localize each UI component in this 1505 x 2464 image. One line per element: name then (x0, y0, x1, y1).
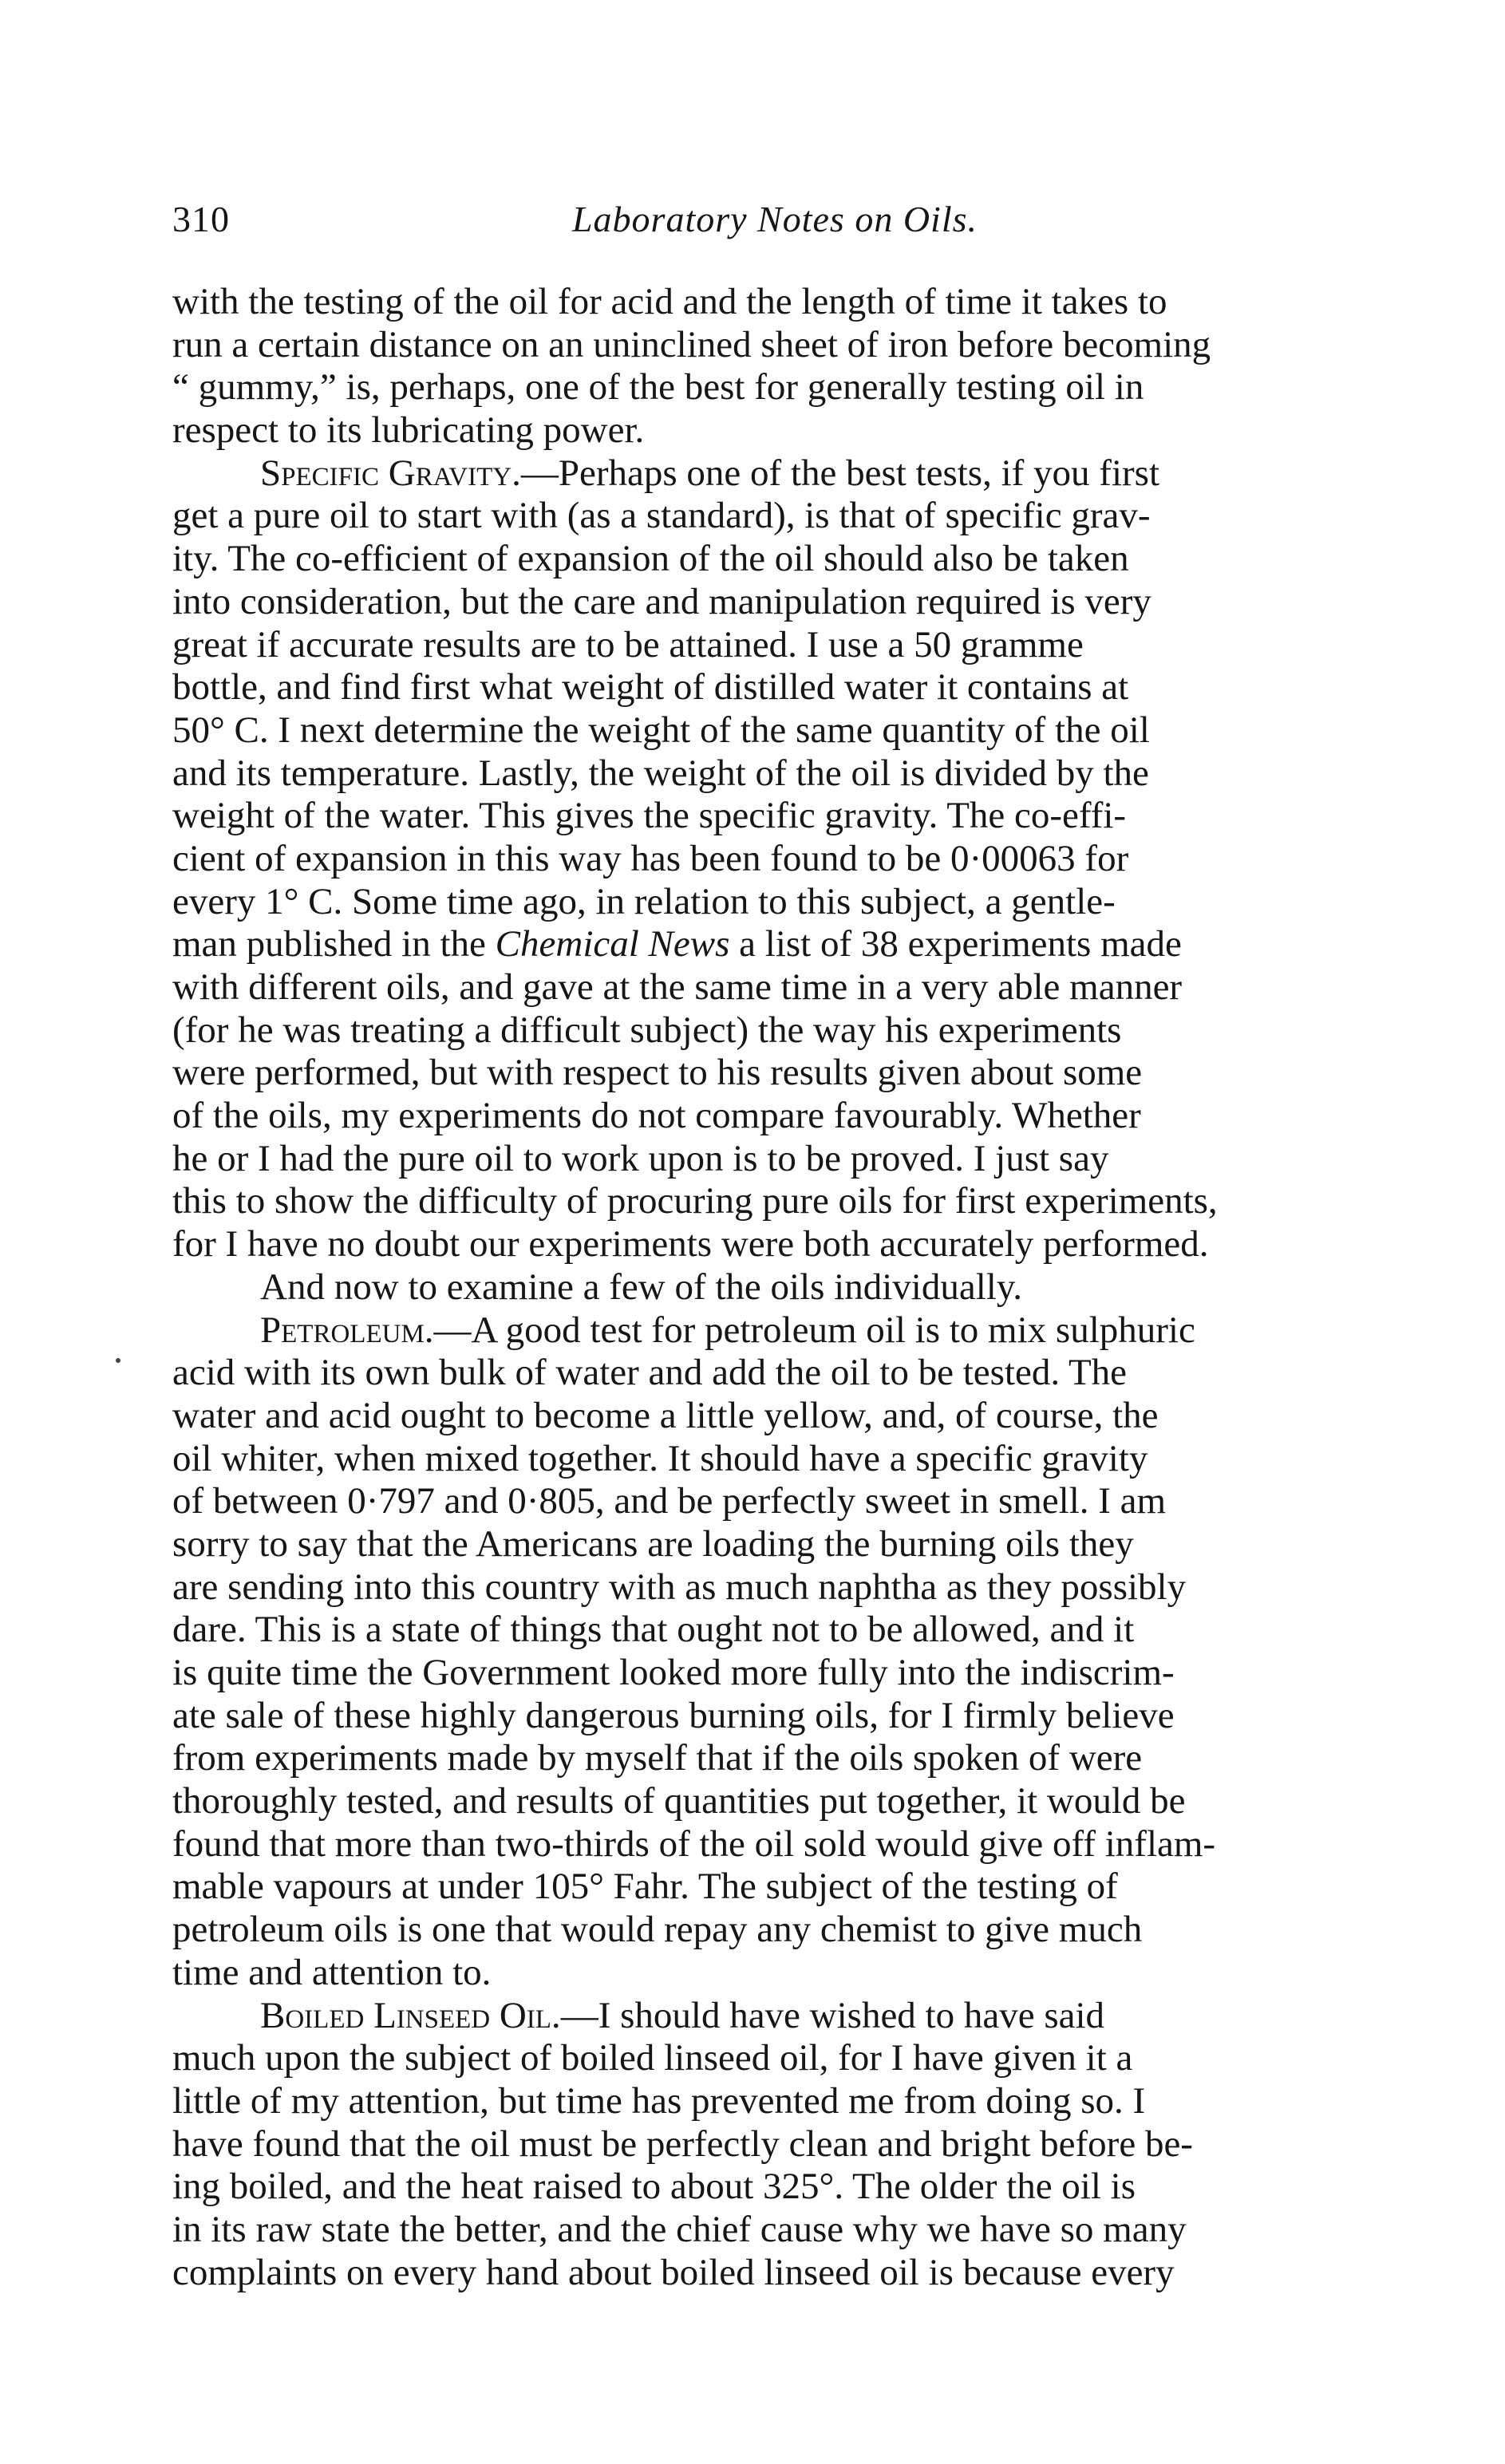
line-text: oil whiter, when mixed together. It should have a specific gravity (172, 1437, 1148, 1479)
line-text: weight of the water. This gives the specific gravity. The co-effi- (172, 795, 1127, 837)
line-text: —I should have wished to have said (560, 1994, 1105, 2036)
line-text: ing boiled, and the heat raised to about 325°. The older the oil is (172, 2166, 1136, 2208)
line-text: in its raw state the better, and the chief cause why we have so many (172, 2208, 1187, 2250)
text-line (172, 1566, 1459, 1609)
text-line (172, 1480, 1459, 1523)
line-text: from experiments made by myself that if the oils spoken of were (172, 1737, 1143, 1779)
text-line (172, 1995, 1459, 2038)
line-text: are sending into this country with as much naphtha as they possibly (172, 1566, 1187, 1608)
line-text: sorry to say that the Americans are loading the burning oils they (172, 1522, 1134, 1565)
text-line (172, 1438, 1459, 1481)
text-line (172, 1652, 1459, 1695)
text-line (172, 2252, 1459, 2295)
line-text: of the oils, my experiments do not compare favourably. Whether (172, 1095, 1141, 1137)
line-text: man published in the (172, 923, 496, 965)
line-text: for I have no doubt our experiments were both accurately performed. (172, 1223, 1209, 1266)
text-line (172, 1395, 1459, 1438)
text-line (172, 1095, 1459, 1138)
text-line (172, 752, 1459, 796)
text-line (172, 1952, 1459, 1995)
section-heading: Specific Gravity. (260, 452, 521, 494)
text-line (172, 2037, 1459, 2080)
line-text: time and attention to. (172, 1951, 492, 1993)
text-line (172, 1823, 1459, 1866)
text-line (172, 709, 1459, 752)
line-text: little of my attention, but time has prevented me from doing so. I (172, 2079, 1146, 2122)
text-line (172, 324, 1459, 367)
line-text: have found that the oil must be perfectly clean and bright before be- (172, 2122, 1193, 2165)
margin-dot (116, 1358, 120, 1363)
line-text: and its temperature. Lastly, the weight of the oil is divided by the (172, 752, 1149, 794)
line-text: this to show the difficulty of procuring pure oils for first experiments, (172, 1180, 1218, 1222)
line-text: petroleum oils is one that would repay any chemist to give much (172, 1909, 1143, 1951)
line-text: respect to its lubricating power. (172, 409, 645, 452)
text-line (172, 452, 1459, 496)
line-text: were performed, but with respect to his results given about some (172, 1052, 1143, 1094)
line-text: dare. This is a state of things that ought not to be allowed, and it (172, 1609, 1135, 1651)
line-text: “ gummy,” is, perhaps, one of the best for generally testing oil in (172, 366, 1144, 409)
page-number: 310 (172, 199, 230, 239)
section-heading: Boiled Linseed Oil. (260, 1994, 561, 2036)
line-text: a list of 38 experiments made (729, 923, 1182, 965)
line-text: And now to examine a few of the oils individually. (260, 1266, 1023, 1308)
line-text: much upon the subject of boiled linseed oil, for I have given it a (172, 2037, 1133, 2079)
text-line (172, 1138, 1459, 1181)
text-line (172, 1180, 1459, 1223)
running-title: Laboratory Notes on Oils. (571, 199, 978, 239)
line-text: 50° C. I next determine the weight of the same quantity of the oil (172, 709, 1150, 751)
journal-title: Chemical News (495, 923, 730, 965)
line-text: get a pure oil to start with (as a standard), is that of specific grav- (172, 495, 1151, 537)
line-text: water and acid ought to become a little yellow, and, of course, the (172, 1394, 1159, 1436)
text-line (172, 881, 1459, 924)
line-text: bottle, and find first what weight of distilled water it contains at (172, 666, 1129, 709)
text-line (172, 1523, 1459, 1566)
text-line (172, 281, 1459, 324)
line-text: (for he was treating a difficult subject) the way his experiments (172, 1009, 1122, 1051)
text-line (172, 1052, 1459, 1095)
text-line (172, 2209, 1459, 2252)
text-line (172, 1866, 1459, 1909)
text-line (172, 409, 1459, 452)
line-text: into consideration, but the care and manipulation required is very (172, 580, 1151, 622)
text-line (172, 1909, 1459, 1952)
text-line (172, 2123, 1459, 2166)
text-line (172, 1737, 1459, 1780)
line-text: of between 0·797 and 0·805, and be perfectly sweet in smell. I am (172, 1480, 1167, 1522)
text-line (172, 624, 1459, 667)
line-text: acid with its own bulk of water and add the oil to be tested. The (172, 1352, 1128, 1394)
line-text: —Perhaps one of the best tests, if you first (520, 452, 1160, 494)
line-text: with the testing of the oil for acid and the length of time it takes to (172, 281, 1167, 322)
line-text: ity. The co-efficient of expansion of the oil should also be taken (172, 538, 1129, 580)
line-text: with different oils, and gave at the same time in a very able manner (172, 966, 1183, 1008)
text-line (172, 1780, 1459, 1823)
line-text: every 1° C. Some time ago, in relation to this subject, a gentle- (172, 880, 1116, 922)
line-text: cient of expansion in this way has been found to be 0·00063 for (172, 837, 1129, 879)
text-line (172, 538, 1459, 581)
text-line (172, 2166, 1459, 2209)
line-text: he or I had the pure oil to work upon is to be proved. I just say (172, 1137, 1109, 1179)
line-text: is quite time the Government looked more fully into the indiscrim- (172, 1652, 1175, 1693)
text-line (172, 1352, 1459, 1395)
line-text: ate sale of these highly dangerous burning oils, for I firmly believe (172, 1694, 1175, 1736)
line-text: —A good test for petroleum oil is to mix sulphuric (433, 1309, 1195, 1351)
line-text: mable vapours at under 105° Fahr. The subject of the testing of (172, 1866, 1118, 1908)
line-text: run a certain distance on an uninclined sheet of iron before becoming (172, 323, 1211, 365)
line-text: complaints on every hand about boiled linseed oil is because every (172, 2251, 1175, 2293)
text-line (172, 1223, 1459, 1266)
text-line (172, 923, 1459, 966)
section-heading: Petroleum. (260, 1309, 434, 1351)
text-line (172, 1695, 1459, 1738)
line-text: found that more than two-thirds of the oil sold would give off inflam- (172, 1822, 1216, 1865)
text-line (172, 666, 1459, 709)
text-line (172, 966, 1459, 1009)
text-line (172, 1266, 1459, 1309)
line-text: thoroughly tested, and results of quantities put together, it would be (172, 1780, 1186, 1822)
text-line (172, 1009, 1459, 1052)
line-text: great if accurate results are to be attained. I use a 50 gramme (172, 623, 1084, 665)
text-line (172, 1609, 1459, 1652)
text-line (172, 366, 1459, 409)
text-line (172, 495, 1459, 538)
page-header (172, 198, 1345, 246)
text-line (172, 1309, 1459, 1352)
text-line (172, 795, 1459, 838)
text-line (172, 2080, 1459, 2123)
body-text (172, 281, 1459, 2294)
text-line (172, 581, 1459, 624)
text-line (172, 838, 1459, 881)
